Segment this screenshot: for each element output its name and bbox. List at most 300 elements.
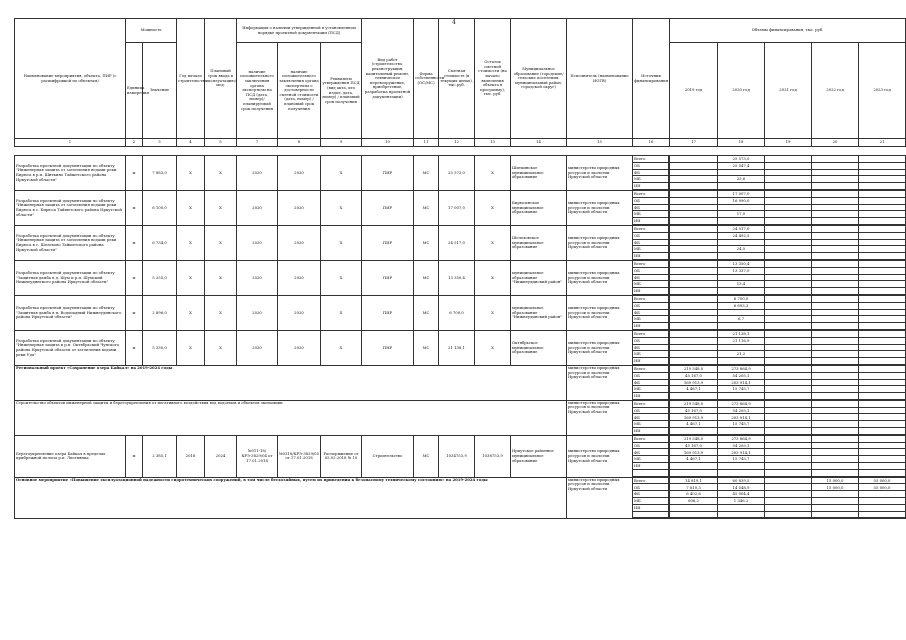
fin-value: 21 116,9 [718, 337, 764, 344]
fin-value [859, 358, 905, 365]
expertise-date: 2020 [237, 225, 278, 260]
fin-2020 [718, 225, 765, 260]
fin-source-key: МБ [633, 316, 669, 323]
fin-value [812, 421, 858, 428]
header-commission: Плановый срок ввода в эксплуатацию/мод. [205, 19, 237, 139]
fin-source [633, 156, 670, 191]
fin-value [812, 428, 858, 435]
fin-value [670, 316, 717, 323]
fin-value [670, 344, 717, 351]
header-municipality: Муниципальное образование (городские/сельские поселения, муниципальный район, городской округ) [511, 19, 567, 139]
fin-value [718, 358, 764, 365]
fin-value: 54 205,1 [718, 372, 764, 379]
object-name: Разработка проектной документации по объекту "Защитная дамба в д. Шум и р.п. Шумский Нижнеудинского района Иркутской области" [15, 260, 126, 295]
fin-2021 [765, 330, 812, 365]
investment-table [14, 18, 906, 147]
capacity-value: 7 883,0 [143, 156, 177, 191]
unit: м [126, 190, 143, 225]
fin-value [765, 267, 811, 274]
fin-value: 4 467,1 [670, 421, 717, 428]
capacity-value: 2 385,1 [143, 435, 177, 477]
fin-value: 606,2 [670, 498, 717, 505]
object-name: Разработка проектной документации по объекту "Инженерная защита в р.п. Октябрьский Чунского района Иркутской области от затопления водами реки Уда" [15, 330, 126, 365]
fin-value [765, 302, 811, 309]
section-title: Региональный проект «Сохранение озера Байкал» на 2019-2024 годы [15, 365, 567, 400]
fin-source-key: ОБ [633, 484, 669, 491]
fin-value [859, 218, 905, 225]
fin-value [670, 239, 717, 246]
approval: Х [321, 330, 362, 365]
start-year: Х [177, 295, 205, 330]
fin-value [859, 393, 905, 400]
start-year: Х [177, 330, 205, 365]
fin-source-key: МБ [633, 421, 669, 428]
fin-value [765, 204, 811, 211]
cost-expertise-date: 2020 [278, 190, 321, 225]
fin-value [718, 183, 764, 190]
fin-value [812, 504, 858, 511]
estimated-cost: 13 350,4 [439, 260, 475, 295]
fin-value [812, 197, 858, 204]
fin-value [859, 421, 905, 428]
cost-expertise-date: №0318/КРЭ-3829/05 от 17.01.2018 [278, 435, 321, 477]
fin-value [812, 358, 858, 365]
fin-2022 [812, 400, 859, 435]
cost-expertise-date: 2020 [278, 225, 321, 260]
fin-value [765, 449, 811, 456]
fin-2021 [765, 156, 812, 191]
executor: министерство природных ресурсов и экологии Иркутской области [567, 435, 633, 477]
fin-value [765, 386, 811, 393]
fin-2021 [765, 435, 812, 477]
unit: м [126, 295, 143, 330]
fin-value [718, 463, 764, 470]
fin-value [859, 239, 905, 246]
fin-value [859, 176, 905, 183]
municipality: Шелеховское муниципальное образование [511, 225, 567, 260]
fin-2020 [718, 156, 765, 191]
fin-2023 [859, 365, 906, 400]
object-name: Разработка проектной документации по объекту "Инженерная защита от затопления водами реки Бирюса в с. Шелехово Тайшетского района Иркутской области" [15, 225, 126, 260]
work-type: ПИР [362, 295, 414, 330]
fin-source-key: ФБ [633, 344, 669, 351]
page-mark: 4 [452, 19, 456, 26]
fin-value [765, 442, 811, 449]
cost-rest: Х [475, 260, 511, 295]
fin-2023 [859, 330, 906, 365]
fin-value [812, 239, 858, 246]
ownership: МС [414, 295, 439, 330]
fin-value: 14 819,1 [670, 478, 717, 484]
fin-value [812, 414, 858, 421]
fin-source [633, 365, 670, 400]
fin-value [670, 393, 717, 400]
col-number: 10 [362, 139, 414, 147]
fin-value [812, 267, 858, 274]
fin-2019 [670, 477, 718, 519]
work-type: ПИР [362, 225, 414, 260]
fin-source [633, 190, 670, 225]
fin-source-key: МБ [633, 176, 669, 183]
municipality: Иркутское районное муниципальное образование [511, 435, 567, 477]
fin-value [859, 246, 905, 253]
fin-value [812, 302, 858, 309]
fin-value [765, 407, 811, 414]
fin-value [859, 498, 905, 505]
fin-value [718, 309, 764, 316]
fin-value: 24 492,5 [718, 232, 764, 239]
fin-value [859, 267, 905, 274]
fin-value [859, 316, 905, 323]
col-number: 1 [15, 139, 126, 147]
fin-source-key: ИИ [633, 218, 669, 225]
fin-value [765, 211, 811, 218]
fin-2022 [812, 190, 859, 225]
executor: министерство природных ресурсов и экологии Иркутской области [567, 260, 633, 295]
fin-value [670, 323, 717, 330]
fin-value [765, 218, 811, 225]
fin-value [670, 204, 717, 211]
start-year: 2018 [177, 435, 205, 477]
fin-source-key: Всего [633, 401, 669, 407]
fin-value [859, 169, 905, 176]
fin-2020 [718, 295, 765, 330]
fin-source-key: ИИ [633, 358, 669, 365]
fin-source-key: Всего [633, 191, 669, 197]
fin-2022 [812, 435, 859, 477]
fin-value [812, 218, 858, 225]
start-year: Х [177, 190, 205, 225]
fin-source-key: ФБ [633, 309, 669, 316]
fin-2019 [670, 225, 718, 260]
fin-value [859, 197, 905, 204]
fin-2021 [765, 295, 812, 330]
fin-value: 21 138,1 [718, 331, 764, 337]
work-type: ПИР [362, 156, 414, 191]
fin-value [812, 246, 858, 253]
col-number: 2 [126, 139, 143, 147]
fin-source-key: МБ [633, 498, 669, 505]
fin-value [812, 316, 858, 323]
fin-value [765, 358, 811, 365]
fin-value [765, 316, 811, 323]
col-number: 20 [812, 139, 859, 147]
capacity-value: 2 896,0 [143, 295, 177, 330]
fin-value [670, 169, 717, 176]
fin-value [670, 302, 717, 309]
fin-value: 6 700,0 [718, 296, 764, 302]
work-type: ПИР [362, 260, 414, 295]
object-name: Разработка проектной документации по объекту "Защитная дамба в п. Водопадный Нижнеудинского района Иркутской области" [15, 295, 126, 330]
fin-value [812, 379, 858, 386]
fin-value [812, 183, 858, 190]
fin-source-key: МБ [633, 281, 669, 288]
header-psd: Информация о наличии утвержденной в установленном порядке проектной документации (ПСД) [237, 19, 362, 43]
fin-2019 [670, 365, 718, 400]
fin-value [812, 162, 858, 169]
section-title: Строительство объектов инженерной защиты и берегоукрепления от негативного воздействия вод водоемов и объектов экономики [15, 400, 567, 435]
fin-source-key: ОБ [633, 267, 669, 274]
table-row [15, 225, 906, 260]
work-type: Строительство [362, 435, 414, 477]
fin-value [670, 337, 717, 344]
fin-2019 [670, 330, 718, 365]
fin-value: 17,0 [718, 211, 764, 218]
fin-value [765, 414, 811, 421]
fin-source-key: Всего [633, 156, 669, 162]
fin-value: 1 346,2 [718, 498, 764, 505]
approval: Распоряжение от 05.02.2018 № 10 [321, 435, 362, 477]
fin-value [765, 281, 811, 288]
col-number: 13 [475, 139, 511, 147]
fin-value: 4 467,1 [670, 456, 717, 463]
investment-table-body [14, 155, 906, 519]
fin-2023 [859, 225, 906, 260]
expertise-date: 2020 [237, 295, 278, 330]
fin-value [670, 351, 717, 358]
fin-source-key: ОБ [633, 407, 669, 414]
fin-value [765, 288, 811, 295]
fin-value [765, 246, 811, 253]
fin-value: 14 548,9 [718, 484, 764, 491]
object-name: Разработка проектной документации по объекту "Инженерная защита от затопления водами реки Бирюса в с. Бирюса Тайшетского района Иркутской области" [15, 190, 126, 225]
fin-value [859, 414, 905, 421]
fin-source-key: ИИ [633, 288, 669, 295]
fin-value [859, 511, 905, 518]
fin-value [670, 211, 717, 218]
fin-2019 [670, 435, 718, 477]
cost-expertise-date: 2020 [278, 260, 321, 295]
fin-2020 [718, 400, 765, 435]
header-expertise: наличие положительного заключения органа экспертизы на ПСД (дата, номер)/ планируемый срок получения [237, 43, 278, 139]
municipality: Бирюсинское муниципальное образование [511, 190, 567, 225]
fin-value [765, 344, 811, 351]
fin-value [670, 288, 717, 295]
fin-value: 45 004,4 [718, 491, 764, 498]
fin-source-key: ИИ [633, 393, 669, 400]
unit: м [126, 330, 143, 365]
fin-source-key: ОБ [633, 302, 669, 309]
fin-value: 15 000,0 [812, 484, 858, 491]
start-year: Х [177, 260, 205, 295]
fin-value [812, 463, 858, 470]
fin-value [718, 288, 764, 295]
col-number: 7 [237, 139, 278, 147]
fin-value [859, 162, 905, 169]
fin-value [812, 498, 858, 505]
unit: м [126, 435, 143, 477]
header-name: Наименование мероприятия, объекта, ПИР (с расшифровкой по объектам) [15, 19, 126, 139]
table-row [15, 156, 906, 191]
approval: Х [321, 225, 362, 260]
fin-value: 15 000,0 [812, 478, 858, 484]
header-cost: Сметная стоимость (в текущих ценах), тыс.руб. [439, 19, 475, 139]
commission-year: Х [205, 330, 237, 365]
fin-value [859, 428, 905, 435]
fin-value [812, 323, 858, 330]
col-number: 18 [718, 139, 765, 147]
fin-value [718, 274, 764, 281]
fin-value [718, 393, 764, 400]
fin-2020 [718, 365, 765, 400]
ownership: МС [414, 156, 439, 191]
fin-value [859, 281, 905, 288]
executor: министерство природных ресурсов и экологии Иркутской области [567, 295, 633, 330]
section-row [15, 365, 906, 400]
fin-source-key: ИИ [633, 463, 669, 470]
fin-value: 15 745,7 [718, 456, 764, 463]
header-year-2019: 2019 год [670, 43, 718, 139]
column-number-row [15, 139, 906, 147]
table-row [15, 330, 906, 365]
cost-expertise-date: 2020 [278, 156, 321, 191]
fin-value [859, 288, 905, 295]
fin-value: 16 990,0 [718, 197, 764, 204]
fin-value [765, 162, 811, 169]
fin-source-key: ИИ [633, 504, 669, 511]
unit: м [126, 225, 143, 260]
fin-value: 13,4 [718, 281, 764, 288]
fin-value [765, 239, 811, 246]
fin-source-key: МБ [633, 246, 669, 253]
header-cost-expertise: наличие положительного заключения органа экспертизы о достоверности сметной стоимости (дата, номер) / плановый срок получения [278, 43, 321, 139]
fin-2020 [718, 435, 765, 477]
fin-2023 [859, 295, 906, 330]
fin-value [812, 351, 858, 358]
capacity-value: 5 330,0 [143, 330, 177, 365]
executor: министерство природных ресурсов и экологии Иркутской области [567, 330, 633, 365]
fin-2023 [859, 435, 906, 477]
commission-year: 2024 [205, 435, 237, 477]
fin-source-key: ФБ [633, 239, 669, 246]
executor: министерство природных ресурсов и экологии Иркутской области [567, 190, 633, 225]
fin-value [765, 456, 811, 463]
ownership: МС [414, 260, 439, 295]
fin-value [765, 197, 811, 204]
cost-rest: Х [475, 225, 511, 260]
fin-value: 203 914,1 [718, 379, 764, 386]
fin-value [718, 253, 764, 260]
header-year-2021: 2021 год [765, 43, 812, 139]
fin-2021 [765, 400, 812, 435]
fin-source-key: ФБ [633, 491, 669, 498]
fin-value [718, 344, 764, 351]
fin-value [718, 469, 764, 476]
col-number: 12 [439, 139, 475, 147]
fin-source-key: ФБ [633, 449, 669, 456]
header-value: Значение [143, 43, 177, 139]
municipality: Шиткинское муниципальное образование [511, 156, 567, 191]
executor: министерство природных ресурсов и экологии Иркутской области [567, 156, 633, 191]
col-number: 4 [177, 139, 205, 147]
section-row [15, 477, 906, 519]
estimated-cost: 25 573,0 [439, 156, 475, 191]
fin-2022 [812, 295, 859, 330]
fin-value [670, 281, 717, 288]
fin-source [633, 435, 670, 477]
ownership: МС [414, 190, 439, 225]
fin-value: 203 914,1 [718, 414, 764, 421]
fin-value [812, 253, 858, 260]
fin-value [765, 421, 811, 428]
fin-value [812, 281, 858, 288]
fin-source-key: Всего [633, 331, 669, 337]
fin-value [670, 511, 717, 518]
fin-2020 [718, 190, 765, 225]
fin-source [633, 260, 670, 295]
capacity-value: 6 100,0 [143, 190, 177, 225]
fin-value [670, 309, 717, 316]
fin-value [859, 379, 905, 386]
fin-value: 169 913,9 [670, 414, 717, 421]
fin-value: 219 548,0 [670, 401, 717, 407]
fin-value [812, 442, 858, 449]
fin-value: 55 000,0 [859, 478, 905, 484]
fin-value [812, 176, 858, 183]
work-type: ПИР [362, 330, 414, 365]
ownership: МС [414, 225, 439, 260]
fin-value [859, 323, 905, 330]
fin-value [765, 491, 811, 498]
col-number: 5 [205, 139, 237, 147]
fin-2023 [859, 400, 906, 435]
fin-2023 [859, 156, 906, 191]
header-year-2023: 2023 год [859, 43, 906, 139]
fin-value [765, 379, 811, 386]
fin-value: 21,2 [718, 351, 764, 358]
fin-value [859, 344, 905, 351]
fin-value [670, 463, 717, 470]
fin-2019 [670, 260, 718, 295]
fin-value: 169 913,9 [670, 449, 717, 456]
object-name: Разработка проектной документации по объекту "Инженерная защита от затопления водами реки Бирюса в р.п. Шиткино Тайшетского района Иркутской области" [15, 156, 126, 191]
approval: Х [321, 260, 362, 295]
fin-source-key: ФБ [633, 204, 669, 211]
cost-rest: 1038753,9 [475, 435, 511, 477]
fin-2021 [765, 365, 812, 400]
municipality: муниципальное образование "Нижнеудинский район" [511, 295, 567, 330]
fin-2023 [859, 190, 906, 225]
estimated-cost: 1034753,9 [439, 435, 475, 477]
fin-value [670, 274, 717, 281]
fin-value [812, 372, 858, 379]
commission-year: Х [205, 190, 237, 225]
executor: министерство природных ресурсов и экологии Иркутской области [567, 400, 633, 435]
fin-value: 24,5 [718, 246, 764, 253]
header-executor: Исполнитель (наименование ИОГВ) [567, 19, 633, 139]
fin-source-key: ИИ [633, 253, 669, 260]
fin-value [859, 351, 905, 358]
fin-value [859, 372, 905, 379]
expertise-date: №011-18/КРЭ-3829/04 от 17.01.2018 [237, 435, 278, 477]
commission-year: Х [205, 225, 237, 260]
col-number: 21 [859, 139, 906, 147]
fin-value [859, 386, 905, 393]
table-row [15, 435, 906, 477]
commission-year: Х [205, 295, 237, 330]
fin-value [765, 428, 811, 435]
fin-value [718, 504, 764, 511]
fin-value [859, 407, 905, 414]
approval: Х [321, 295, 362, 330]
cost-rest: Х [475, 190, 511, 225]
header-work-type: Вид работ (строительство, реконструкция, капитальный ремонт, техническое перевооружение, приобретение, разработка проектной документации) [362, 19, 414, 139]
fin-value [765, 351, 811, 358]
fin-2022 [812, 260, 859, 295]
fin-value [670, 183, 717, 190]
fin-2020 [718, 477, 765, 519]
fin-value [812, 274, 858, 281]
